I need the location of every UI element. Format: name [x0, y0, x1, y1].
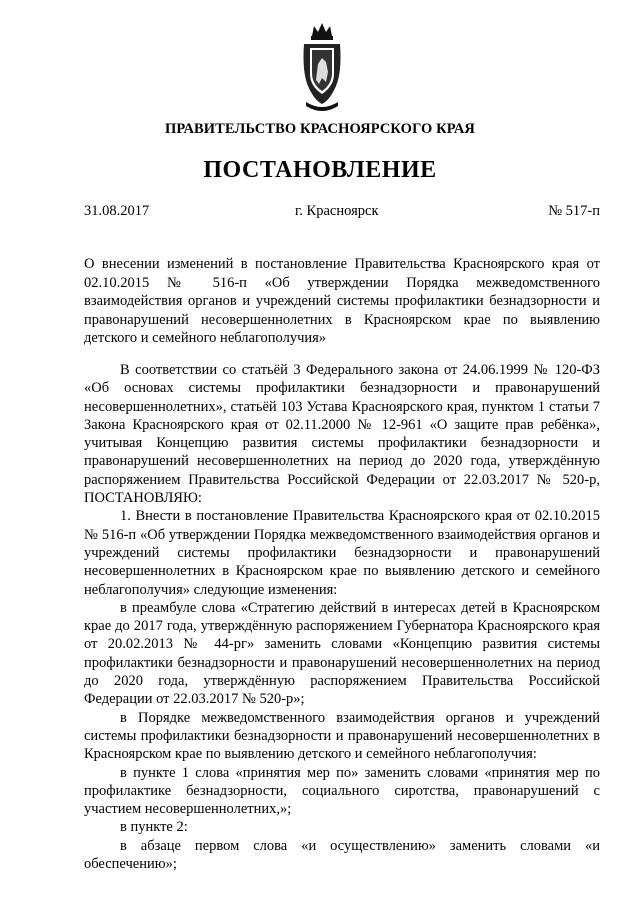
document-date: 31.08.2017 [84, 203, 150, 219]
coat-of-arms-icon [298, 20, 346, 116]
document-meta [84, 203, 600, 223]
document-type: ПОСТАНОВЛЕНИЕ [203, 157, 437, 183]
body-paragraph: 1. Внести в постановление Правительства Красноярского края от 02.10.2015 № 516-п «Об утверждении Порядка межведомственного взаимодействия органов и учреждений системы профилактики безнадзорности и правонарушений несовершеннолетних в Красноярском крае по выявлению детского и семейного неблагополучия» следующие изменения: [84, 508, 600, 598]
body-paragraph: в пункте 1 слова «принятия мер по» заменить словами «принятия мер по профилактике безнадзорности, социального сиротства, правонарушений с участием несовершеннолетних,»; [84, 764, 600, 818]
body-paragraph: в абзаце первом слова «и осуществлению» заменить словами «и обеспечению»; [84, 837, 600, 873]
body-paragraph: В соответствии со статьёй 3 Федерального закона от 24.06.1999 № 120-ФЗ «Об основах системы профилактики безнадзорности и правонарушений несовершеннолетних», статьёй 103 Устава Красноярского края, пунктом 1 статьи 7 Закона Красноярского края от 02.11.2000 № 12-961 «О защите прав ребёнка», учитывая Концепцию развития системы профилактики безнадзорности и правонарушений несовершеннолетних на период до 2020 года, утверждённую распоряжением Правительства Российской Федерации от 22.03.2017 № 520-р, ПОСТАНОВЛЯЮ: [84, 362, 600, 507]
document-subject: О внесении изменений в постановление Правительства Красноярского края от 02.10.2015 № 516-п «Об утверждении Порядка межведомственного взаимодействия органов и учреждений системы профилактики безнадзорности и правонарушений несовершеннолетних в Красноярском крае по выявлению детского и семейного неблагополучия» [84, 256, 600, 346]
document-body [84, 361, 600, 873]
government-name: ПРАВИТЕЛЬСТВО КРАСНОЯРСКОГО КРАЯ [164, 121, 475, 137]
body-paragraph: в пункте 2: [120, 819, 188, 836]
body-paragraph: в Порядке межведомственного взаимодействия органов и учреждений системы профилактики безнадзорности и правонарушений несовершеннолетних в Красноярском крае по выявлению детского и семейного неблагополучия: [84, 709, 600, 763]
document-number: № 517-п [548, 203, 600, 219]
document-city: г. Красноярск [295, 203, 379, 219]
body-paragraph: в преамбуле слова «Стратегию действий в интересах детей в Красноярском крае до 2017 года, утверждённую распоряжением Губернатора Красноярского края от 20.02.2013 № 44-рг» заменить словами «Концепцию развития системы профилактики безнадзорности и правонарушений несовершеннолетних на период до 2020 года, утверждённую распоряжением Правительства Российской Федерации от 22.03.2017 № 520-р»; [84, 599, 600, 708]
